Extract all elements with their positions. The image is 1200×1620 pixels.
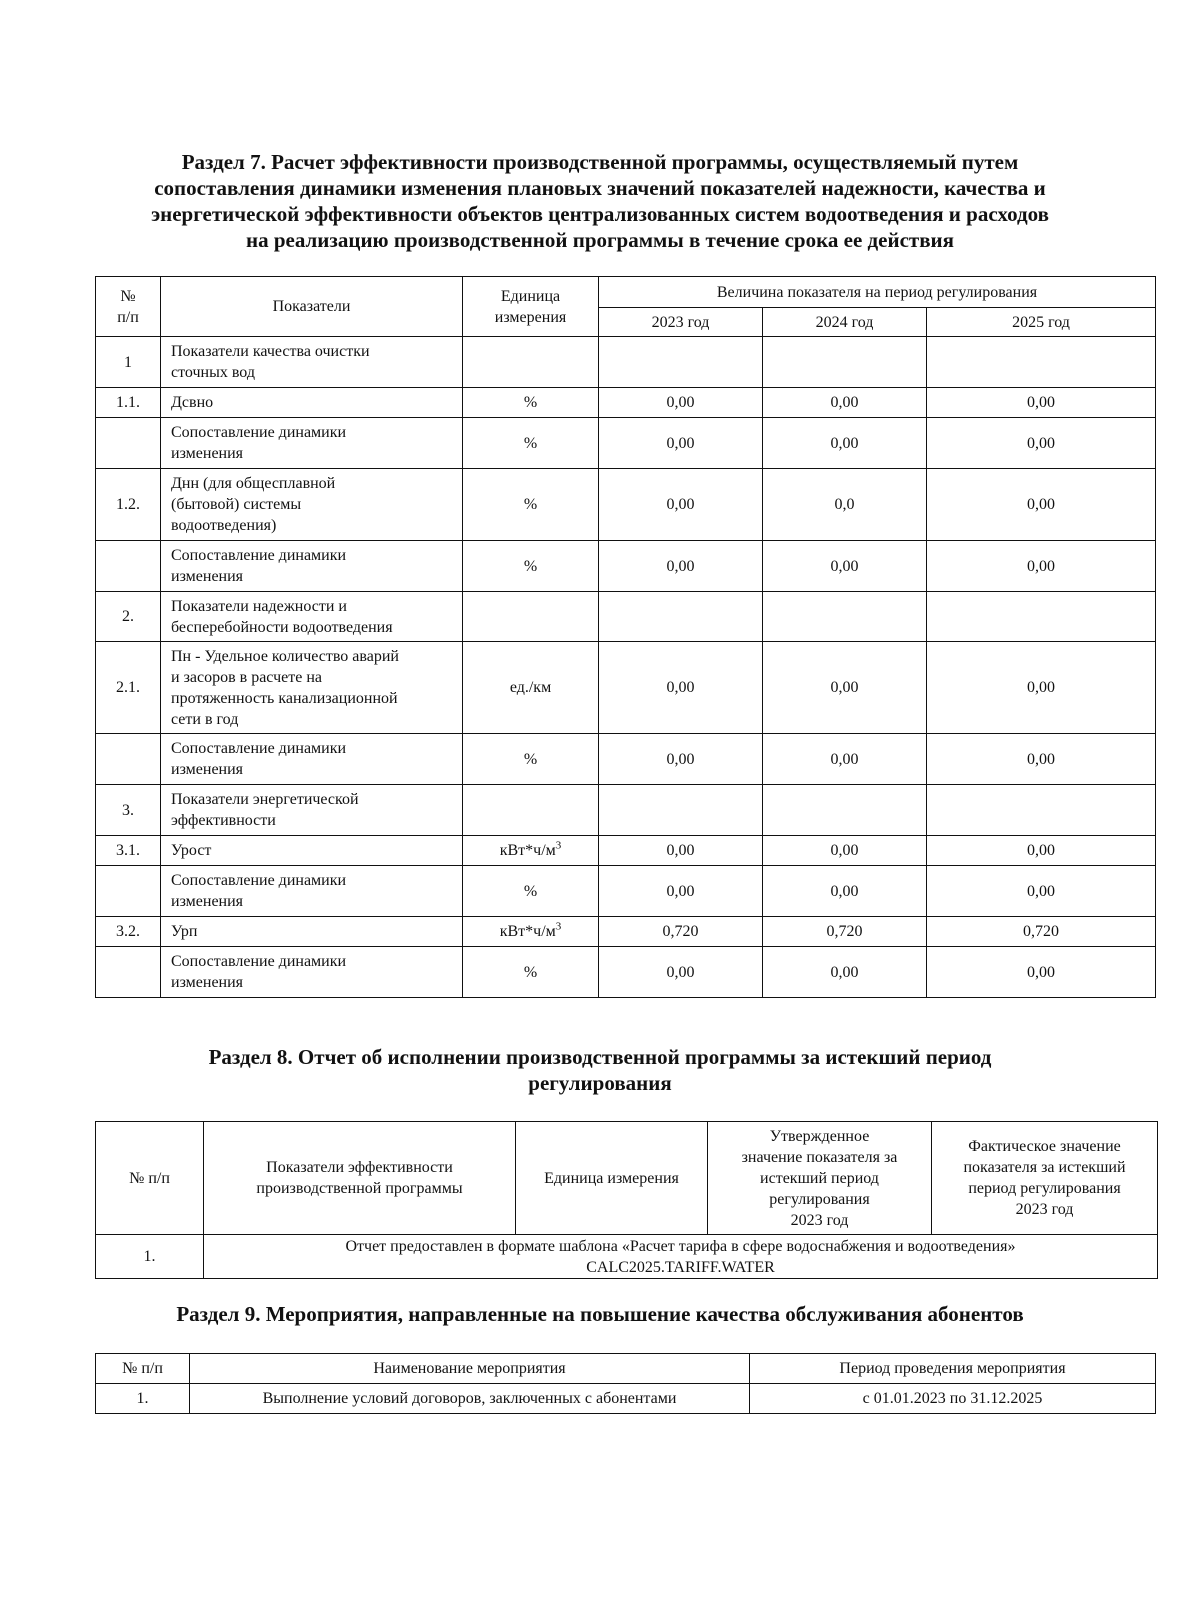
row-value-2023	[599, 592, 763, 642]
header-year-2025: 2025 год	[927, 308, 1156, 337]
section9-header-period: Период проведения мероприятия	[750, 1354, 1156, 1384]
row-value-2024: 0,00	[763, 541, 927, 592]
section9-title	[100, 1301, 1100, 1327]
row-value-2023: 0,720	[599, 917, 763, 947]
section9-header-num: № п/п	[96, 1354, 190, 1384]
row-value-2023: 0,00	[599, 734, 763, 785]
row-value-2023: 0,00	[599, 947, 763, 998]
row-value-2023: 0,00	[599, 418, 763, 469]
row-indicator: Сопоставление динамики изменения	[161, 866, 463, 917]
table-row	[96, 388, 1156, 418]
row-unit-text: кВт*ч/м	[499, 842, 556, 859]
row-value-2024: 0,00	[763, 866, 927, 917]
section8-header-num: № п/п	[96, 1122, 204, 1235]
row-value-2025: 0,00	[927, 866, 1156, 917]
row-value-2023: 0,00	[599, 541, 763, 592]
row-unit	[463, 541, 599, 592]
section9-row-num: 1.	[96, 1384, 190, 1414]
row-num	[96, 541, 161, 592]
row-value-2025: 0,00	[927, 541, 1156, 592]
row-value-2023: 0,00	[599, 836, 763, 866]
section7-title-line: энергетической эффективности объектов централизованных систем водоотведения и расходов	[151, 202, 1049, 226]
row-value-2024: 0,00	[763, 642, 927, 734]
header-num: № п/п	[96, 277, 161, 337]
row-unit	[463, 917, 599, 947]
row-unit-text: %	[523, 557, 538, 575]
header-indicator: Показатели	[161, 277, 463, 337]
table-row	[96, 541, 1156, 592]
row-value-2025: 0,00	[927, 642, 1156, 734]
row-unit-text: %	[523, 882, 538, 900]
row-value-2024: 0,00	[763, 836, 927, 866]
row-value-2025	[927, 592, 1156, 642]
row-indicator: Урп	[161, 917, 463, 947]
row-indicator: Сопоставление динамики изменения	[161, 541, 463, 592]
row-indicator: Сопоставление динамики изменения	[161, 418, 463, 469]
row-value-2024	[763, 592, 927, 642]
section8-header-indicator: Показатели эффективности производственной программы	[204, 1122, 516, 1235]
row-value-2025	[927, 337, 1156, 388]
table-row	[96, 917, 1156, 947]
section8-row-text: Отчет предоставлен в формате шаблона «Расчет тарифа в сфере водоснабжения и водоотведения» CALC2025.TARIFF.WATER	[204, 1235, 1158, 1279]
table-row	[96, 592, 1156, 642]
row-unit	[463, 866, 599, 917]
row-indicator: Показатели надежности и бесперебойности водоотведения	[161, 592, 463, 642]
row-value-2025: 0,00	[927, 418, 1156, 469]
row-value-2024	[763, 785, 927, 836]
row-num: 1	[96, 337, 161, 388]
row-value-2024: 0,0	[763, 469, 927, 541]
row-unit-text: %	[523, 963, 538, 981]
row-unit-text: %	[523, 434, 538, 452]
row-num: 2.	[96, 592, 161, 642]
row-indicator: Сопоставление динамики изменения	[161, 947, 463, 998]
row-value-2024	[763, 337, 927, 388]
row-num: 1.1.	[96, 388, 161, 418]
row-unit	[463, 642, 599, 734]
row-indicator: Днн (для общесплавной (бытовой) системы водоотведения)	[161, 469, 463, 541]
section8-title-line: Раздел 8. Отчет об исполнении производственной программы за истекший период	[208, 1045, 992, 1069]
row-indicator: Показатели энергетической эффективности	[161, 785, 463, 836]
row-unit	[463, 785, 599, 836]
row-unit	[463, 388, 599, 418]
section8-header-approved: Утвержденное значение показателя за истекший период регулирования 2023 год	[708, 1122, 932, 1235]
row-value-2025: 0,00	[927, 947, 1156, 998]
row-num: 3.	[96, 785, 161, 836]
row-unit	[463, 592, 599, 642]
row-value-2024: 0,00	[763, 734, 927, 785]
table-row	[96, 947, 1156, 998]
table-row	[96, 785, 1156, 836]
row-value-2024: 0,720	[763, 917, 927, 947]
section7-table	[95, 276, 1156, 998]
row-unit-text: кВт*ч/м	[499, 923, 556, 940]
row-indicator: Дсвно	[161, 388, 463, 418]
section7-title-line: Раздел 7. Расчет эффективности производственной программы, осуществляемый путем	[181, 150, 1019, 174]
row-num	[96, 418, 161, 469]
section8-title	[100, 1044, 1100, 1096]
header-period: Величина показателя на период регулирования	[599, 277, 1156, 308]
table-row	[96, 866, 1156, 917]
row-value-2023: 0,00	[599, 866, 763, 917]
row-unit	[463, 469, 599, 541]
section8-row-num: 1.	[96, 1235, 204, 1279]
table-row	[96, 836, 1156, 866]
row-num	[96, 947, 161, 998]
row-num: 3.1.	[96, 836, 161, 866]
section9-header-name: Наименование мероприятия	[190, 1354, 750, 1384]
row-value-2025: 0,00	[927, 734, 1156, 785]
row-num	[96, 866, 161, 917]
row-value-2024: 0,00	[763, 418, 927, 469]
row-value-2023: 0,00	[599, 642, 763, 734]
row-value-2023: 0,00	[599, 388, 763, 418]
row-value-2025: 0,720	[927, 917, 1156, 947]
header-year-2024: 2024 год	[763, 308, 927, 337]
section9-title-line: Раздел 9. Мероприятия, направленные на повышение качества обслуживания абонентов	[176, 1302, 1024, 1326]
row-unit-text: ед./км	[509, 679, 552, 696]
row-unit-superscript: 3	[555, 839, 562, 852]
row-value-2025	[927, 785, 1156, 836]
row-unit	[463, 836, 599, 866]
table-row	[96, 734, 1156, 785]
row-value-2024: 0,00	[763, 388, 927, 418]
row-unit-superscript: 3	[555, 920, 562, 933]
row-num	[96, 734, 161, 785]
row-unit-text: %	[523, 496, 538, 513]
row-value-2025: 0,00	[927, 836, 1156, 866]
row-num: 1.2.	[96, 469, 161, 541]
section8-table	[95, 1121, 1158, 1279]
section7-title-line: сопоставления динамики изменения плановых значений показателей надежности, качества и	[154, 176, 1046, 200]
section7-title-line: на реализацию производственной программы в течение срока ее действия	[245, 228, 955, 252]
row-value-2025: 0,00	[927, 388, 1156, 418]
row-indicator: Пн - Удельное количество аварий и засоров в расчете на протяженность канализационной сети в год	[161, 642, 463, 734]
section9-table	[95, 1353, 1156, 1414]
row-value-2023: 0,00	[599, 469, 763, 541]
table-row	[96, 642, 1156, 734]
row-unit	[463, 947, 599, 998]
row-num: 2.1.	[96, 642, 161, 734]
row-indicator: Сопоставление динамики изменения	[161, 734, 463, 785]
section8-header-unit: Единица измерения	[516, 1122, 708, 1235]
row-unit	[463, 418, 599, 469]
section8-header-actual: Фактическое значение показателя за истекший период регулирования 2023 год	[932, 1122, 1158, 1235]
row-unit	[463, 337, 599, 388]
row-unit-text: %	[523, 750, 538, 768]
row-num: 3.2.	[96, 917, 161, 947]
row-value-2023	[599, 785, 763, 836]
row-value-2024: 0,00	[763, 947, 927, 998]
row-indicator: Показатели качества очистки сточных вод	[161, 337, 463, 388]
row-indicator: Урост	[161, 836, 463, 866]
table-row	[96, 418, 1156, 469]
row-unit	[463, 734, 599, 785]
section8-title-line: регулирования	[528, 1071, 672, 1095]
section7-title	[100, 149, 1100, 253]
header-unit: Единица измерения	[463, 277, 599, 337]
row-unit-text: %	[523, 394, 538, 411]
header-year-2023: 2023 год	[599, 308, 763, 337]
section9-row-period: с 01.01.2023 по 31.12.2025	[750, 1384, 1156, 1414]
section9-row-name: Выполнение условий договоров, заключенных с абонентами	[190, 1384, 750, 1414]
table-row	[96, 469, 1156, 541]
row-value-2025: 0,00	[927, 469, 1156, 541]
row-value-2023	[599, 337, 763, 388]
table-row	[96, 337, 1156, 388]
